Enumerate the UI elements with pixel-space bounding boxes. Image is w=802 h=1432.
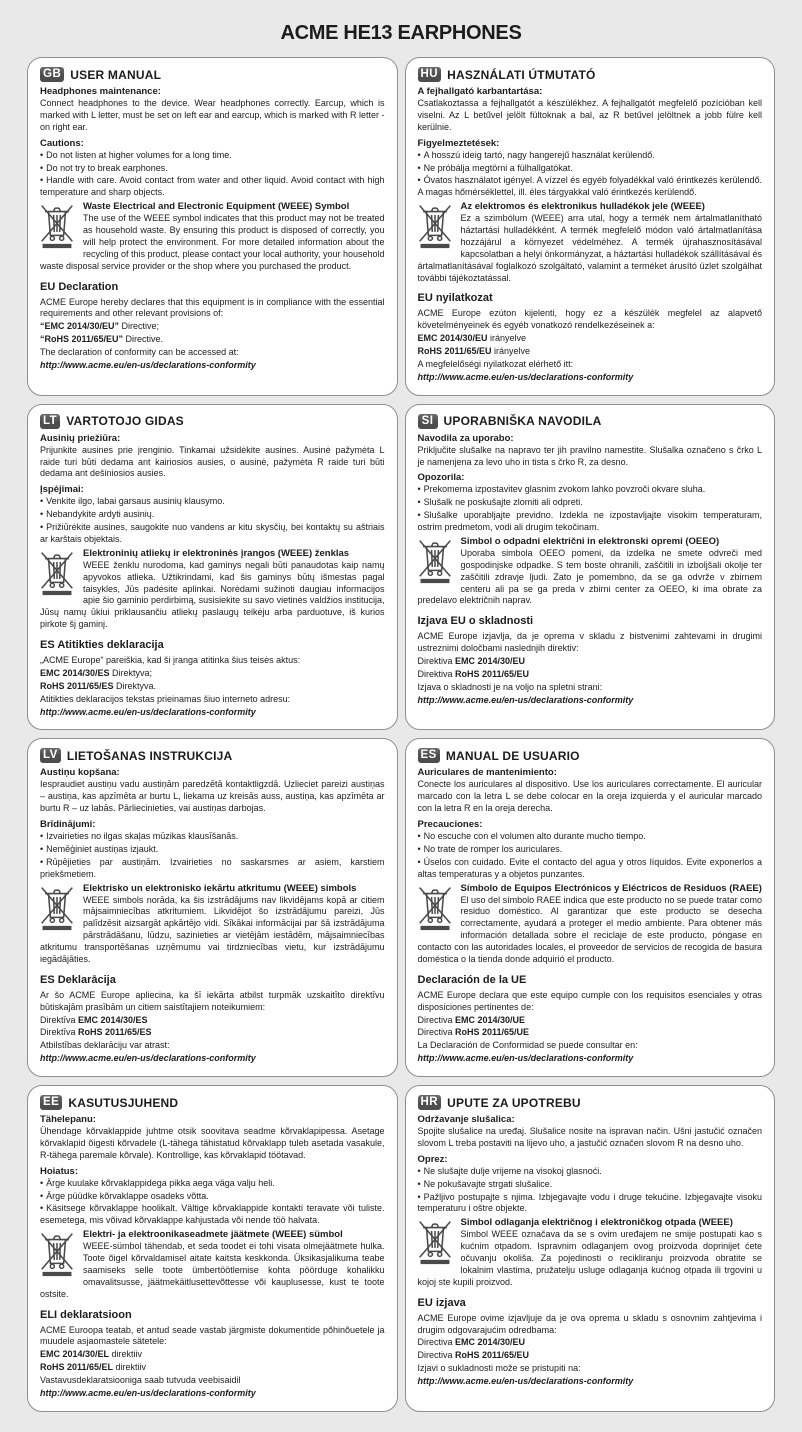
cautions-heading: Oprez: xyxy=(417,1153,448,1165)
weee-crossed-bin-icon xyxy=(418,884,452,932)
bullet-dot: • xyxy=(40,149,44,160)
directive-pre: Directiva xyxy=(417,1337,456,1348)
bullet-dot: • xyxy=(40,496,44,507)
directive-name: RoHS 2011/65/EL xyxy=(40,1362,114,1373)
weee-text: Simbol WEEE označava da se s ovim uređajem ne smije postupati kao s kućnim otpadom. Ispravnim odlaganjem ovog proizvoda doprinijet ćete očuvanju okoliša. Za pojedinosti o recikliranju proizvoda obratite se lokalnim vlastima, pružatelju usluge odlaganja kućnog otpada ili trgovini u kojoj ste kupili proizvod. xyxy=(417,1229,762,1287)
manual-section xyxy=(405,738,776,1077)
section-header xyxy=(40,67,385,82)
conformity-url: http://www.acme.eu/en-us/declarations-conformity xyxy=(417,371,634,382)
section-header xyxy=(40,1095,385,1110)
section-title: USER MANUAL xyxy=(70,67,162,82)
weee-crossed-bin-icon xyxy=(40,549,74,597)
declaration-heading: ES Atitikties deklaracija xyxy=(40,639,164,651)
language-badge: LV xyxy=(40,748,61,763)
caution-text: No escuche con el volumen alto durante mucho tiempo. xyxy=(423,831,646,841)
language-badge: HR xyxy=(418,1095,442,1110)
conformity-url: http://www.acme.eu/en-us/declarations-conformity xyxy=(417,694,634,705)
weee-text: El uso del símbolo RAEE indica que este producto no se puede tratar como residuo doméstico. Al garantizar que este producto se desecha correctamente, ayudará a proteger el medio ambiente. Para obtener más información detallada sobre el reciclaje de este producto, póngase en contacto con las autoridades locales, el proveedor de servicios de recogida de basura doméstica o la tienda donde adquirió el producto. xyxy=(417,894,762,964)
directive-post: Direktyva. xyxy=(113,680,157,691)
declaration-intro: ACME Europe hereby declares that this equipment is in compliance with the essential requirements and other relevant provisions of: xyxy=(40,296,385,319)
caution-item xyxy=(40,1178,385,1190)
manual-section xyxy=(405,404,776,731)
bullet-dot: • xyxy=(40,162,44,173)
weee-block xyxy=(418,536,763,608)
directive-line-2 xyxy=(40,1027,385,1039)
directive-line-2 xyxy=(418,669,763,681)
section-title: HASZNÁLATI ÚTMUTATÓ xyxy=(447,67,596,82)
maintenance-heading: Održavanje slušalica: xyxy=(417,1114,515,1125)
caution-text: Ne próbálja megtörni a fülhallgatókat. xyxy=(423,162,573,173)
section-header xyxy=(418,748,763,763)
caution-text: Pažljivo postupajte s njima. Izbjegavajte vodu i druge tekućine. Izbjegavajte visoku temperaturu i oštre objekte. xyxy=(417,1191,762,1214)
maintenance-text: Iespraudiet austiņu vadu austiņām paredzētā kontaktligzdā. Uzlieciet pareizi austiņas – austiņa, kas apzīmēta ar burtu L, liekama uz kreisās auss, austiņa, kas apzīmēta ar burtu R – uz labās. Pārliecinieties, vai austiņas darbojas. xyxy=(40,779,385,814)
caution-text: Nebandykite ardyti ausinių. xyxy=(46,509,155,520)
section-title: LIETOŠANAS INSTRUKCIJA xyxy=(66,748,233,763)
directive-post: irányelve xyxy=(491,346,531,356)
bullet-dot: • xyxy=(417,843,421,854)
directive-line-1 xyxy=(40,1349,385,1361)
caution-item xyxy=(40,496,385,508)
directive-line-1 xyxy=(418,333,763,345)
weee-heading: Símbolo de Equipos Electrónicos y Eléctricos de Residuos (RAEE) xyxy=(460,882,762,894)
weee-block xyxy=(418,883,763,967)
caution-text: Nemēģiniet austiņas izjaukt. xyxy=(46,843,159,854)
caution-text: Ne pokušavajte strgati slušalice. xyxy=(423,1178,553,1189)
maintenance-heading: Tähelepanu: xyxy=(40,1114,96,1125)
caution-item xyxy=(418,1179,763,1191)
caution-item xyxy=(418,484,763,496)
bullet-dot: • xyxy=(417,1178,421,1189)
directive-post: Direktyva; xyxy=(109,667,153,678)
section-header xyxy=(40,414,385,429)
weee-block xyxy=(418,201,763,285)
weee-crossed-bin-icon xyxy=(40,884,74,932)
bullet-dot: • xyxy=(417,1165,421,1176)
cautions-heading: Cautions: xyxy=(40,137,84,149)
weee-heading: Elektroninių atliekų ir elektroninės įrangos (WEEE) ženklas xyxy=(83,547,350,559)
weee-crossed-bin-icon xyxy=(40,1230,74,1278)
bullet-dot: • xyxy=(417,1191,421,1202)
directive-line-2 xyxy=(418,1350,763,1362)
maintenance-heading: Ausinių priežiūra: xyxy=(40,432,121,444)
directive-name: EMC 2014/30/EU xyxy=(455,656,526,666)
bullet-dot: • xyxy=(417,175,421,186)
caution-text: Prižiūrėkite ausines, saugokite nuo vandens ar kitu skysčių, bei kontaktų su aštriais ar karštais objektais. xyxy=(40,522,385,544)
weee-text: Uporaba simbola OEEO pomeni, da izdelka ne smete odvreči med gospodinjske odpadke. S tem boste ohranili, zaščitili in izboljšali okolje ter zaščitili zdravje ljudi. Zato je pomembno, da se ga odvrže v zbirnem centeru ali pa se ga preda v zbirni center za OEEO, ki ima obrate za predelavo električnih naprav. xyxy=(417,547,762,606)
bullet-dot: • xyxy=(40,843,44,854)
conformity-url: http://www.acme.eu/en-us/declarations-conformity xyxy=(40,359,256,370)
cautions-heading: Hoiatus: xyxy=(40,1165,78,1177)
directive-pre: Direktīva xyxy=(40,1027,79,1038)
directive-line-2 xyxy=(418,1027,763,1039)
caution-text: Izvairieties no ilgas skaļas mūzikas klausīšanās. xyxy=(46,831,239,841)
caution-item xyxy=(40,1203,385,1227)
directive-name: EMC 2014/30/ES xyxy=(40,667,110,678)
section-header xyxy=(40,748,385,763)
directive-line-1 xyxy=(418,1337,763,1349)
directive-pre: Direktiva xyxy=(417,656,456,666)
caution-item xyxy=(418,163,763,175)
declaration-heading: EU Declaration xyxy=(40,280,119,293)
weee-crossed-bin-icon xyxy=(418,202,452,250)
maintenance-heading: Auriculares de mantenimiento: xyxy=(417,767,557,779)
bullet-dot: • xyxy=(40,1203,44,1214)
declaration-intro: ACME Europe izjavlja, da je oprema v skladu z bistvenimi zahtevami in drugimi ustreznimi določbami naslednjih direktiv: xyxy=(417,631,762,654)
declaration-intro: ACME Europe declara que este equipo cumple con los requisitos esenciales y otras disposiciones pertinentes de: xyxy=(417,989,762,1012)
declaration-link-label: Izjavi o sukladnosti može se pristupiti na: xyxy=(417,1363,581,1374)
weee-text: The use of the WEEE symbol indicates that this product may not be treated as household waste. By ensuring this product is disposed of correctly, you will help protect the environment. For more detailed information about the recycling of this product, please contact your local authority, your household waste disposal service provider or the shop where you purchased the product. xyxy=(40,213,385,271)
directive-post: direktiiv xyxy=(113,1362,147,1373)
declaration-link-label: Vastavusdeklaratsiooniga saab tutvuda veebisaidil xyxy=(40,1375,241,1385)
declaration-intro: ACME Europe ovime izjavljuje da je ova oprema u skladu s osnovnim zahtjevima i drugim odgovarajućim odredbama: xyxy=(417,1312,762,1335)
caution-text: Venkite ilgo, labai garsaus ausinių klausymo. xyxy=(46,496,225,507)
declaration-heading: ES Deklarācija xyxy=(40,973,116,986)
bullet-dot: • xyxy=(40,509,44,520)
caution-item xyxy=(418,857,763,881)
caution-item xyxy=(418,497,763,509)
caution-text: Prekomerna izpostavitev glasnim zvokom lahko povzroči okvare sluha. xyxy=(423,484,706,495)
declaration-heading: EU izjava xyxy=(417,1296,466,1309)
cautions-heading: Brīdinājumi: xyxy=(40,819,96,830)
conformity-url: http://www.acme.eu/en-us/declarations-conformity xyxy=(40,1053,256,1064)
directive-pre: Directiva xyxy=(417,1350,456,1361)
caution-text: Slušalk ne poskušajte zlomiti ali odpreti. xyxy=(423,497,583,508)
section-title: UPORABNIŠKA NAVODILA xyxy=(443,414,602,429)
caution-item xyxy=(40,522,385,546)
directive-name: EMC 2014/30/ES xyxy=(78,1014,148,1025)
caution-text: Ärge kuulake kõrvaklappidega pikka aega väga valju heli. xyxy=(46,1177,275,1188)
declaration-intro: ACME Europe ezúton kijelenti, hogy ez a készülék megfelel az alapvető követelményeinek és egyéb vonatkozó rendelkezéseinek a: xyxy=(417,308,762,331)
directive-name: EMC 2014/30/EL xyxy=(40,1349,110,1360)
section-title: UPUTE ZA UPOTREBU xyxy=(447,1095,581,1110)
caution-item xyxy=(418,150,763,162)
caution-text: Do not try to break earphones. xyxy=(46,162,168,173)
manual-section xyxy=(405,57,776,396)
bullet-dot: • xyxy=(40,1177,44,1188)
directive-line-1 xyxy=(40,1015,385,1027)
manual-section xyxy=(27,404,398,731)
maintenance-text: Connect headphones to the device. Wear headphones correctly. Earcup, which is marked with L letter, must be set on left ear and earcup, which is marked with R letter - on right ear. xyxy=(40,98,385,132)
maintenance-text: Conecte los auriculares al dispositivo. Use los auriculares correctamente. El auricular marcado con la letra L se debe colocar en la oreja izquierda y el auricular marcado con la letra R en la oreja derecha. xyxy=(417,779,762,814)
directive-line-2 xyxy=(40,334,385,346)
declaration-link-label: Atitikties deklaracijos tekstas prieinamas šiuo interneto adresu: xyxy=(40,693,291,704)
weee-text: WEEE ženklu nurodoma, kad gaminys negali būti panaudotas kaip namų apyvokos atlieka. Užtikrindami, kad šis gaminys būtų išmestas pagal taisykles, Jūs padėsite aplinkai. Norėdami sužinoti daugiau informacijos apie šio gaminio perdirbimą, susisiekite su savo vietinės valdžios institucija, Jūsų namų ūkiui priklausančiu atliekų paslaugų teikėju arba parduotuve, iš kurios pirkote šį gaminį. xyxy=(40,559,385,630)
directive-post: irányelve xyxy=(487,333,527,344)
bullet-dot: • xyxy=(40,856,44,867)
maintenance-text: Ühendage kõrvaklappide juhtme otsik soovitava seadme kõrvaklapipessa. Asetage kõrvaklapid õigesti kõrvadele (L-tähega tähistatud kõrvaklapp tuleb asetada vasakule, R-tähega paremale kõrvale). Kontrollige, kas kõrvaklapid töötavad. xyxy=(40,1126,385,1160)
bullet-dot: • xyxy=(417,162,421,173)
section-title: VARTOTOJO GIDAS xyxy=(66,414,184,429)
conformity-url: http://www.acme.eu/en-us/declarations-conformity xyxy=(417,1053,634,1064)
weee-block xyxy=(40,201,385,273)
directive-line-2 xyxy=(40,681,385,693)
declaration-intro: Ar šo ACME Europe apliecina, ka šī iekārta atbilst turpmāk uzskaitīto direktīvu būtiskajām prasībām un citiem saistītajiem noteikumiem: xyxy=(40,989,385,1012)
maintenance-heading: Headphones maintenance: xyxy=(40,86,161,97)
cautions-heading: Opozorila: xyxy=(417,472,465,484)
section-header xyxy=(418,1095,763,1110)
manual-section xyxy=(27,738,398,1077)
declaration-link-label: Atbilstības deklarāciju var atrast: xyxy=(40,1040,170,1051)
weee-block xyxy=(40,1229,385,1301)
page-title: ACME HE13 EARPHONES xyxy=(280,22,522,44)
language-badge: GB xyxy=(40,67,64,82)
caution-item xyxy=(418,510,763,534)
weee-crossed-bin-icon xyxy=(418,1218,452,1266)
declaration-heading: ELI deklaratsioon xyxy=(40,1308,132,1321)
caution-item xyxy=(40,831,385,843)
directive-name: RoHS 2011/65/EU xyxy=(455,668,530,679)
cautions-heading: Precauciones: xyxy=(417,819,483,830)
directive-name: RoHS 2011/65/UE xyxy=(455,1027,530,1038)
caution-item xyxy=(418,1192,763,1216)
maintenance-heading: A fejhallgató karbantartása: xyxy=(417,86,543,97)
manual-section xyxy=(27,57,398,396)
directive-line-1 xyxy=(40,668,385,680)
caution-text: Rūpējieties par austiņām. Izvairieties no saskarsmes ar asiem, karstiem priekšmetiem. xyxy=(40,856,385,879)
weee-heading: Elektri- ja elektroonikaseadmete jäätmete (WEEE) sümbol xyxy=(83,1229,343,1241)
declaration-link-label: Izjava o skladnosti je na voljo na spletni strani: xyxy=(417,681,603,692)
language-badge: EE xyxy=(40,1095,62,1110)
manual-section xyxy=(27,1085,398,1412)
weee-heading: Simbol odlaganja električnog i elektroničkog otpada (WEEE) xyxy=(460,1217,733,1229)
caution-text: Óvatos használatot igényel. A vízzel és egyéb folyadékkal való érintkezés kerülendő. A magas hőmérséklettel, ill. éles tárgyakkal való érintkezés kerülendő. xyxy=(417,175,762,198)
bullet-dot: • xyxy=(417,484,421,495)
weee-block xyxy=(40,548,385,632)
directive-line-1 xyxy=(418,1015,763,1027)
directive-name: “RoHS 2011/65/EU” xyxy=(40,334,124,345)
caution-item xyxy=(40,150,385,162)
bullet-dot: • xyxy=(417,856,421,867)
language-badge: LT xyxy=(40,414,60,429)
directive-name: “EMC 2014/30/EU” xyxy=(40,321,120,332)
declaration-heading: Izjava EU o skladnosti xyxy=(417,615,534,628)
weee-block xyxy=(40,883,385,967)
weee-heading: Az elektromos és elektronikus hulladékok jele (WEEE) xyxy=(460,201,705,213)
directive-line-2 xyxy=(40,1362,385,1374)
bullet-dot: • xyxy=(40,522,44,532)
caution-item xyxy=(40,163,385,175)
directive-name: RoHS 2011/65/EU xyxy=(455,1350,530,1361)
declaration-intro: „ACME Europe“ pareiškia, kad ši įranga atitinka šius teisės aktus: xyxy=(40,655,301,665)
caution-text: Slušalke uporabljajte previdno. Izdekla ne izpostavljajte visokim temperaturam, ostrim predmetom, vodi ali drugim tekočinam. xyxy=(417,510,762,532)
caution-item xyxy=(40,509,385,521)
conformity-url: http://www.acme.eu/en-us/declarations-conformity xyxy=(40,706,256,717)
bullet-dot: • xyxy=(417,831,421,841)
directive-pre: Direktiva xyxy=(417,668,456,679)
maintenance-text: Csatlakoztassa a fejhallgatót a készülékhez. A fejhallgatót megfelelő pozícióban kell viselni. Az L betűvel jelölt fültoknak a bal, az R betűvel jelöltnek a jobb fülre kell kerülnie. xyxy=(417,98,762,132)
caution-text: A hosszú ideig tartó, nagy hangerejű használat kerülendő. xyxy=(423,149,655,160)
maintenance-text: Prijunkite ausines prie įrenginio. Tinkamai užsidėkite ausines. Ausinė pažymėta L raide turi būti dedama ant kairiosios ausies, o ausinė, pažymėta R raide turi būti dedama ant dešiniosios ausies. xyxy=(40,444,385,479)
declaration-heading: EU nyilatkozat xyxy=(417,292,493,305)
manual-section xyxy=(405,1085,776,1412)
maintenance-text: Spojite slušalice na uređaj. Slušalice nosite na ispravan način. Ušni jastučić označen slovom L treba postaviti na lijevo uho, a jastučić označen slovom R na desno uho. xyxy=(417,1126,762,1148)
directive-post: Directive. xyxy=(123,334,164,345)
weee-crossed-bin-icon xyxy=(418,537,452,585)
maintenance-heading: Austiņu kopšana: xyxy=(40,767,120,779)
declaration-link-label: The declaration of conformity can be accessed at: xyxy=(40,347,239,357)
caution-text: Ärge püüdke kõrvaklappe osadeks võtta. xyxy=(46,1190,209,1201)
directive-name: EMC 2014/30/EU xyxy=(455,1337,526,1348)
language-badge: SI xyxy=(418,414,438,429)
weee-crossed-bin-icon xyxy=(40,202,74,250)
bullet-dot: • xyxy=(417,149,421,160)
declaration-link-label: La Declaración de Conformidad se puede consultar en: xyxy=(417,1040,638,1051)
directive-post: direktiiv xyxy=(109,1349,143,1360)
weee-text: WEEE-sümbol tähendab, et seda toodet ei tohi visata olmejäätmete hulka. Toote õigel kõrvaldamisel aitate kaitsta keskkonda. Üksikasjalikuma teabe saamiseks selle toote ümbertöötlemise kohta pöörduge kohalikku omavalitsusse, jäätmekäitlusettevõttesse või kauplusesse, kust te toote ostsite. xyxy=(40,1241,385,1299)
weee-text: WEEE simbols norāda, ka šis izstrādājums nav likvidējams kopā ar citiem mājsaimniecības atkritumiem. Likvidējot šo izstrādājumu pareizi, Jūs palīdzēsit aizsargāt apkārtējo vidi. Sīkākai informācijai par šā izstrādājuma pārstrādāšanu, lūdzu, sazinieties ar vietējām iestādēm, mājsaimniecības atkritumu transportēšanas uzņēmumu vai tirdzniecības vietu, kur izstrādājumu iegādājāties. xyxy=(40,894,385,964)
maintenance-text: Priključite slušalke na napravo ter jih pravilno namestite. Slušalka označeno s črko L je namenjena za levo uho in tista s črko R, za desno. xyxy=(417,444,762,467)
directive-line-1 xyxy=(40,321,385,333)
maintenance-heading: Navodila za uporabo: xyxy=(417,432,514,444)
directive-pre: Direktīva xyxy=(40,1014,79,1025)
declaration-heading: Declaración de la UE xyxy=(417,973,527,986)
directive-pre: Directiva xyxy=(417,1014,456,1025)
weee-heading: Simbol o odpadni električni in elektronski opremi (OEEO) xyxy=(460,535,720,547)
section-header xyxy=(418,414,763,429)
bullet-dot: • xyxy=(40,175,44,186)
caution-text: Do not listen at higher volumes for a long time. xyxy=(46,149,232,160)
section-title: MANUAL DE USUARIO xyxy=(445,748,580,763)
bullet-dot: • xyxy=(417,497,421,508)
weee-heading: Waste Electrical and Electronic Equipment (WEEE) Symbol xyxy=(83,201,350,213)
caution-text: Úselos con cuidado. Evite el contacto del agua y otros líquidos. Evite exponerlos a altas temperaturas y a objetos punzantes. xyxy=(417,856,762,879)
sections-grid xyxy=(27,57,775,1412)
cautions-heading: Įspėjimai: xyxy=(40,484,84,496)
bullet-dot: • xyxy=(417,510,421,521)
caution-item xyxy=(418,831,763,843)
directive-post: Directive; xyxy=(119,321,160,332)
caution-item xyxy=(418,1166,763,1178)
weee-block xyxy=(418,1217,763,1289)
caution-item xyxy=(418,844,763,856)
section-header xyxy=(418,67,763,82)
conformity-url: http://www.acme.eu/en-us/declarations-conformity xyxy=(417,1376,634,1386)
caution-text: Ne slušajte dulje vrijeme na visokoj glasnoći. xyxy=(423,1165,602,1176)
directive-pre: Directiva xyxy=(417,1027,456,1038)
section-title: KASUTUSJUHEND xyxy=(68,1095,179,1110)
directive-name: RoHS 2011/65/ES xyxy=(40,680,114,691)
directive-name: RoHS 2011/65/ES xyxy=(78,1027,152,1038)
directive-name: RoHS 2011/65/EU xyxy=(417,346,492,356)
caution-text: No trate de romper los auriculares. xyxy=(423,843,563,854)
directive-name: EMC 2014/30/UE xyxy=(455,1014,526,1025)
weee-text: Ez a szimbólum (WEEE) arra utal, hogy a termék nem ártalmatlanítható háztartási hulladékként. A termék megfelelő módon való ártalmatlanítása hozzájárul a környezet védelméhez. A termék újrahasznosításával kapcsolatban a helyi önkormányzat, a háztartási hulladékok szállításával és ártalmatlanításával foglalkozó szolgáltató, valamint a terméket árusító üzlet szolgálhat további tájékoztatással. xyxy=(417,213,762,283)
bullet-dot: • xyxy=(40,1190,44,1201)
caution-text: Handle with care. Avoid contact from water and other liquid. Avoid contact with high temperature and sharp objects. xyxy=(40,175,385,198)
bullet-dot: • xyxy=(40,831,44,841)
caution-item xyxy=(40,1191,385,1203)
language-badge: ES xyxy=(418,748,440,763)
caution-item xyxy=(418,175,763,199)
cautions-heading: Figyelmeztetések: xyxy=(417,137,500,149)
weee-heading: Elektrisko un elektronisko iekārtu atkritumu (WEEE) simbols xyxy=(83,882,357,894)
directive-line-1 xyxy=(418,656,763,668)
declaration-intro: ACME Euroopa teatab, et antud seade vastab järgmiste dokumentide põhinõuetele ja muudele asjaomastele sätetele: xyxy=(40,1324,385,1347)
directive-line-2 xyxy=(418,346,763,358)
caution-item xyxy=(40,857,385,881)
declaration-link-label: A megfelelőségi nyilatkozat elérhető itt: xyxy=(417,358,574,369)
directive-name: EMC 2014/30/EU xyxy=(417,333,488,344)
caution-text: Käsitsege kõrvaklappe hoolikalt. Vältige kõrvaklappide kontakti teravate või tuliste. esemetega, mis võivad kõrvaklappe kahjustada või nende töö halvata. xyxy=(40,1203,385,1226)
caution-item xyxy=(40,844,385,856)
conformity-url: http://www.acme.eu/en-us/declarations-conformity xyxy=(40,1387,256,1398)
caution-item xyxy=(40,175,385,199)
language-badge: HU xyxy=(418,67,442,82)
